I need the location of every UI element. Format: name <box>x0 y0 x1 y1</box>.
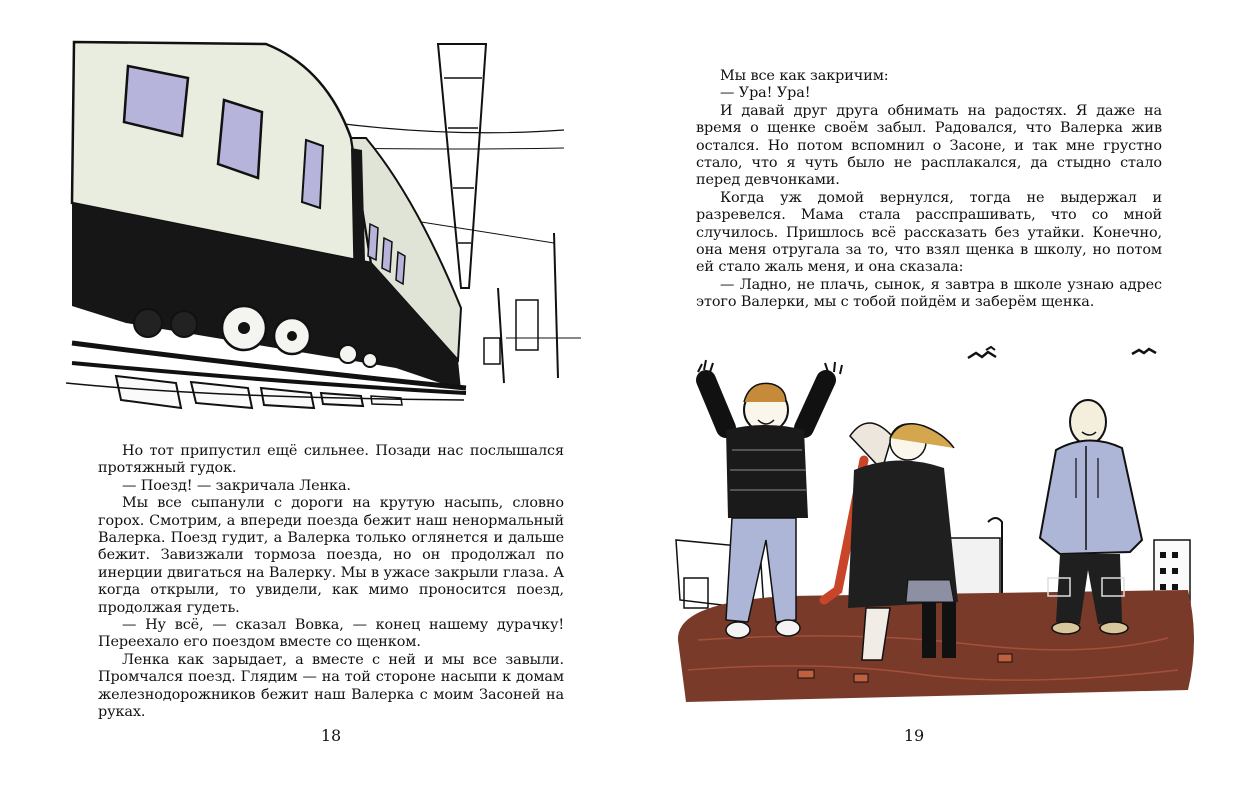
paragraph: Когда уж домой вернулся, тогда не выдержал и разревелся. Мама стала расспрашивать, что со мной случилось. Пришлось всё рассказать без утайки. Конечно, она меня отругала за то, что взял щенка в школу, но потом ей стало жаль меня, и она сказала: <box>696 189 1162 276</box>
paragraph: Но тот припустил ещё сильнее. Позади нас послышался протяжный гудок. <box>98 443 564 477</box>
paragraph: И давай друг друга обнимать на радостях. Я даже на время о щенке своём забыл. Радовался, что Валерка жив остался. Но потом вспомнил о Засоне, и так мне грустно стало, что я чуть было не расплакался, да стыдно стало перед девчонками. <box>696 102 1162 189</box>
paragraph: — Ну всё, — сказал Вовка, — конец нашему дурачку! Переехало его поездом вместе со щенком. <box>98 617 564 651</box>
paragraph: Ленка как зарыдает, а вместе с ней и мы все завыли. Промчался поезд. Глядим — на той стороне насыпи к домам железнодорожников бежит наш Валерка с моим Засоней на руках. <box>98 651 564 721</box>
paragraph: Мы все сыпанули с дороги на крутую насыпь, словно горох. Смотрим, а впереди поезда бежит наш ненормальный Валерка. Поезд гудит, а Валерка только оглянется и дальше бежит. Завизжали тормоза поезда, но он продолжал по инерции двигаться на Валерку. Мы в ужасе закрыли глаза. А когда открыли, то увидели, как мимо проносится поезд, продолжая гудеть. <box>98 495 564 616</box>
paragraph: — Поезд! — закричала Ленка. <box>122 477 351 494</box>
right-body-text <box>696 68 1162 312</box>
train-illustration <box>66 38 586 418</box>
paragraph: Мы все как закричим: <box>720 68 889 84</box>
children-illustration <box>668 340 1208 710</box>
page-number-right: 19 <box>903 726 925 745</box>
paragraph: — Ура! Ура! <box>720 85 811 102</box>
paragraph: — Ладно, не плачь, сынок, я завтра в школе узнаю адрес этого Валерки, мы с тобой пойдём и заберём щенка. <box>696 276 1162 311</box>
right-page <box>622 0 1244 800</box>
left-body-text <box>98 443 564 722</box>
page-number-left: 18 <box>320 726 342 745</box>
